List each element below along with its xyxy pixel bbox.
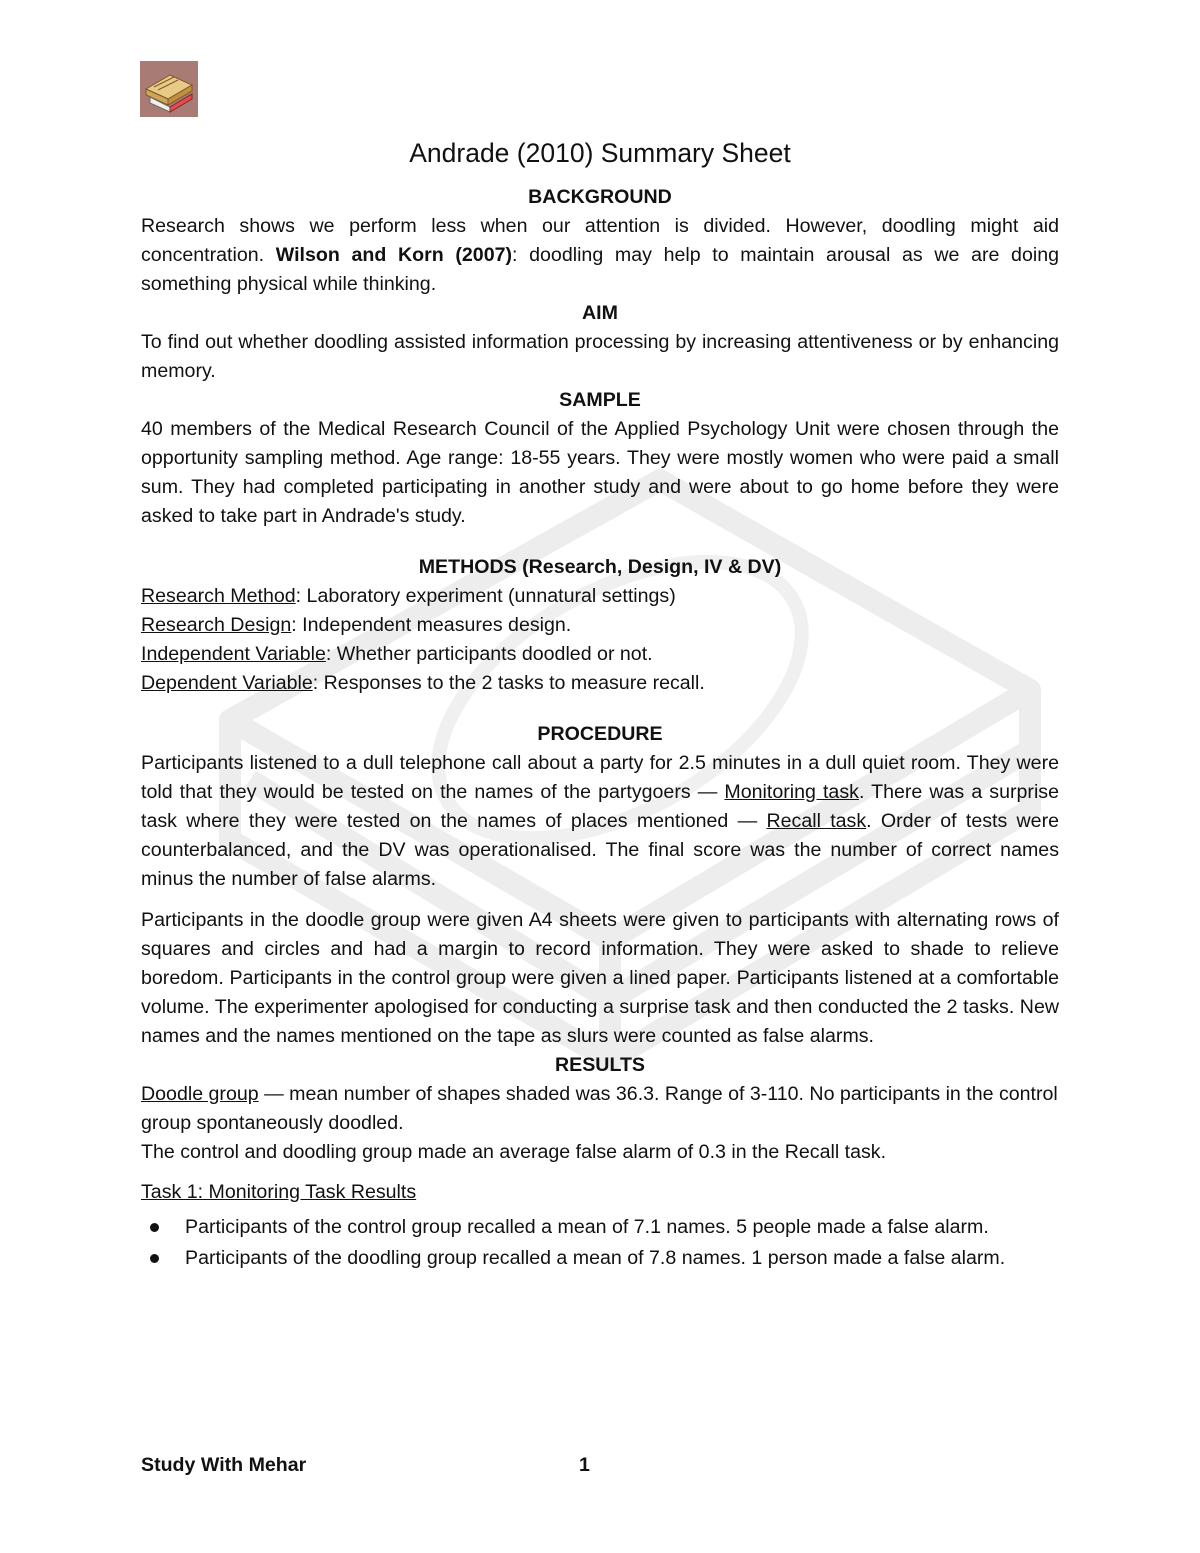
procedure-text-a: Participants listened to a dull telephone call about a party for 2.5 minutes in a dull quiet room. They were told that they would be tested on the names of the partygoers — (141, 752, 1059, 803)
method-item-label: Independent Variable (141, 643, 326, 665)
procedure-text-c: . Order of tests were counterbalanced, and the DV was operationalised. The final score was the number of correct names minus the number of false alarms. (141, 810, 1059, 890)
recall-task-term: Recall task (766, 810, 867, 832)
false-alarm-result: The control and doodling group made an average false alarm of 0.3 in the Recall task. (141, 1141, 887, 1163)
page-title: Andrade (2010) Summary Sheet (409, 138, 791, 168)
background-heading: BACKGROUND (528, 186, 672, 208)
methods-heading: METHODS (Research, Design, IV & DV) (418, 556, 782, 578)
task1-label: Task 1: Monitoring Task Results (141, 1181, 417, 1203)
monitoring-task-term: Monitoring task (724, 781, 859, 803)
list-item (141, 1213, 1059, 1242)
background-text-2: : doodling may help to maintain arousal as we are doing something physical while thinking. (141, 244, 1060, 295)
method-item-text: : Laboratory experiment (unnatural settings) (295, 585, 676, 607)
method-item-text: : Responses to the 2 tasks to measure recall. (312, 672, 705, 694)
doodle-group-label: Doodle group (141, 1083, 259, 1105)
task1-results-list (141, 1213, 1059, 1273)
bullet-icon (150, 1223, 159, 1232)
method-item (141, 640, 1059, 669)
list-item-text: Participants of the control group recalled a mean of 7.1 names. 5 people made a false alarm. (185, 1216, 989, 1238)
page-footer (141, 1454, 1059, 1484)
list-item (141, 1244, 1059, 1273)
page-number: 1 (579, 1454, 590, 1476)
background-citation: Wilson and Korn (2007) (275, 244, 513, 266)
method-item (141, 669, 1059, 698)
books-logo-icon (140, 61, 198, 117)
procedure-paragraph-1 (141, 749, 1059, 894)
method-item (141, 582, 1059, 611)
aim-text: To find out whether doodling assisted information processing by increasing attentiveness or by enhancing memory. (141, 331, 1059, 382)
doodle-group-result (141, 1080, 1059, 1138)
sample-text: 40 members of the Medical Research Council of the Applied Psychology Unit were chosen through the opportunity sampling method. Age range: 18-55 years. They were mostly women who were paid a small sum. They had completed participating in another study and were about to go home before they were asked to take part in Andrade's study. (141, 418, 1059, 527)
bullet-icon (150, 1254, 159, 1263)
procedure-paragraph-2: Participants in the doodle group were given A4 sheets were given to participants with alternating rows of squares and circles and had a margin to record information. They were asked to shade to relieve boredom. Participants in the control group were given a lined paper. Participants listened at a comfortable volume. The experimenter apologised for conducting a surprise task and then conducted the 2 tasks. New names and the names mentioned on the tape as slurs were counted as false alarms. (141, 909, 1059, 1047)
footer-brand: Study With Mehar (141, 1454, 307, 1476)
list-item-text: Participants of the doodling group recalled a mean of 7.8 names. 1 person made a false alarm. (185, 1247, 1006, 1269)
results-heading: RESULTS (555, 1054, 645, 1076)
background-text (141, 212, 1059, 299)
sample-heading: SAMPLE (559, 389, 641, 411)
document-content (141, 133, 1059, 1275)
procedure-text-b: . There was a surprise task where they were tested on the names of places mentioned — (141, 781, 1059, 832)
aim-heading: AIM (582, 302, 618, 324)
method-item-text: : Independent measures design. (291, 614, 572, 636)
method-item-text: : Whether participants doodled or not. (325, 643, 653, 665)
method-item-label: Research Method (141, 585, 296, 607)
background-text-1: Research shows we perform less when our attention is divided. However, doodling might aid concentration. (141, 215, 1059, 266)
doodle-group-text: — mean number of shapes shaded was 36.3. Range of 3-110. No participants in the control group spontaneously doodled. (141, 1083, 1058, 1134)
method-item-label: Research Design (141, 614, 292, 636)
method-item-label: Dependent Variable (141, 672, 313, 694)
procedure-heading: PROCEDURE (537, 723, 663, 745)
method-item (141, 611, 1059, 640)
